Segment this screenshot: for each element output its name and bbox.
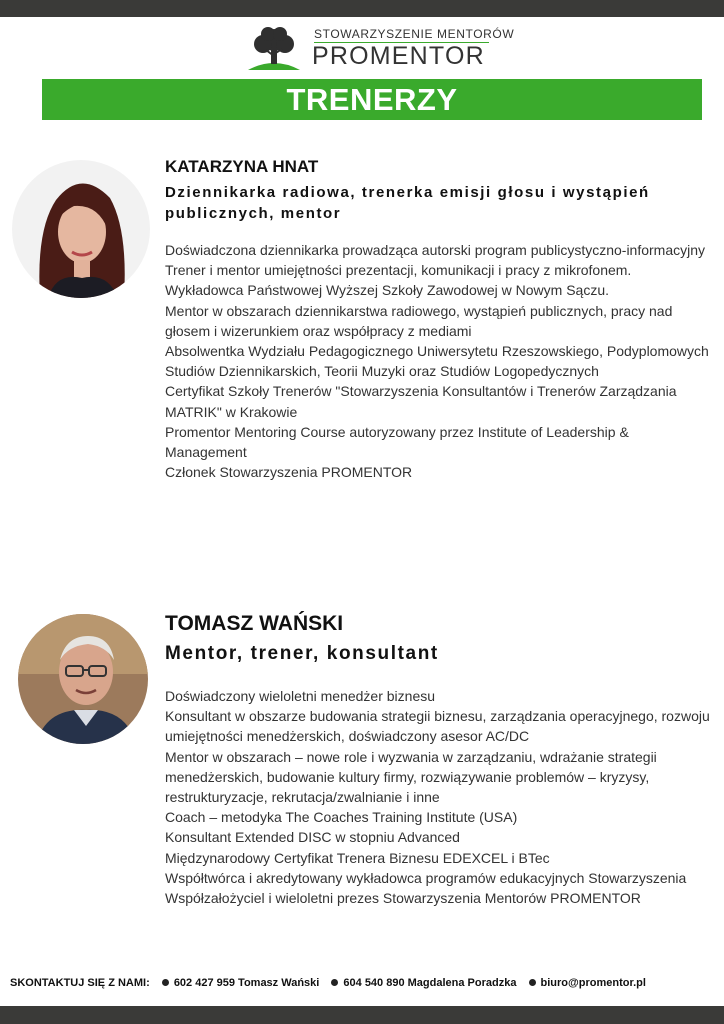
description-line: Certyfikat Szkoły Trenerów "Stowarzyszenia Konsultantów i Trenerów Zarządzania MATRIK" w Krakowie	[165, 383, 677, 420]
description-line: Wykładowca Państwowej Wyższej Szkoły Zawodowej w Nowym Sączu.	[165, 282, 610, 299]
trainer-photo-tomasz	[18, 614, 148, 744]
description-line: Trener i mentor umiejętności prezentacji, komunikacji i pracy z mikrofonem.	[165, 262, 632, 279]
description-line: Promentor Mentoring Course autoryzowany przez Institute of Leadership & Management	[165, 423, 629, 461]
trainer-role: Mentor, trener, konsultant	[165, 643, 439, 664]
description-line: Absolwentka Wydziału Pedagogicznego Uniwersytetu Rzeszowskiego, Podyplomowych Studiów Dziennikarskich, Teorii Muzyki oraz Studiów Logopedycznych	[165, 343, 709, 380]
trainer-role: Dziennikarka radiowa, trenerka emisji głosu i wystąpień publicznych, mentor	[165, 184, 650, 222]
logo-title: PROMENTOR	[312, 42, 485, 70]
description-line: Międzynarodowy Certyfikat Trenera Biznesu EDEXCEL i BTec	[165, 849, 550, 866]
trainer-name: KATARZYNA HNAT	[165, 157, 319, 176]
description-line: Doświadczony wieloletni menedżer biznesu	[165, 688, 436, 704]
contact-email[interactable]: biuro@promentor.pl	[540, 977, 646, 989]
bullet-icon	[162, 979, 169, 986]
description-line: Konsultant w obszarze budowania strategii biznesu, zarządzania operacyjnego, rozwoju umiejętności menedżerskich, doświadczony asesor AC/DC	[165, 708, 710, 745]
contact-footer	[10, 977, 720, 989]
description-line: Członek Stowarzyszenia PROMENTOR	[165, 464, 413, 481]
bullet-icon	[331, 979, 338, 986]
top-bar	[0, 0, 724, 17]
description-line: Coach – metodyka The Coaches Training Institute (USA)	[165, 809, 518, 826]
description-line: Doświadczona dziennikarka prowadząca autorski program publicystyczno-informacyjny	[165, 242, 706, 258]
contact-phone-magdalena[interactable]: 604 540 890 Magdalena Poradzka	[343, 977, 517, 989]
bottom-bar	[0, 1006, 724, 1024]
promentor-logo	[246, 26, 515, 72]
description-line: Konsultant Extended DISC w stopniu Advanced	[165, 829, 460, 846]
description-line: Mentor w obszarach dziennikarstwa radiowego, wystąpień publicznych, pracy nad głosem i wizerunkiem oraz współpracy z mediami	[165, 302, 673, 339]
contact-phone-tomasz[interactable]: 602 427 959 Tomasz Wański	[173, 977, 320, 989]
description-line: Współtwórca i akredytowany wykładowca programów edukacyjnych Stowarzyszenia	[165, 869, 687, 886]
trainer-photo-katarzyna	[12, 160, 150, 298]
page-title: TRENERZY	[286, 82, 458, 117]
bullet-icon	[529, 979, 536, 986]
contact-label: SKONTAKTUJ SIĘ Z NAMI:	[10, 977, 150, 989]
tree-icon	[246, 26, 302, 70]
description-line: Współzałożyciel i wieloletni prezes Stowarzyszenia Mentorów PROMENTOR	[165, 890, 641, 907]
description-line: Mentor w obszarach – nowe role i wyzwania w zarządzaniu, wdrażanie strategii menedżerskich, budowanie kultury firmy, rozwiązywanie problemów – kryzysy, restrukturyzacje, rekrutacja/zwalnianie i inne	[165, 748, 657, 806]
trainer-description	[165, 686, 710, 908]
section-banner	[42, 79, 702, 120]
logo-subtitle: STOWARZYSZENIE MENTORÓW	[314, 27, 515, 41]
trainer-description	[165, 240, 710, 482]
trainer-name: TOMASZ WAŃSKI	[165, 612, 344, 635]
